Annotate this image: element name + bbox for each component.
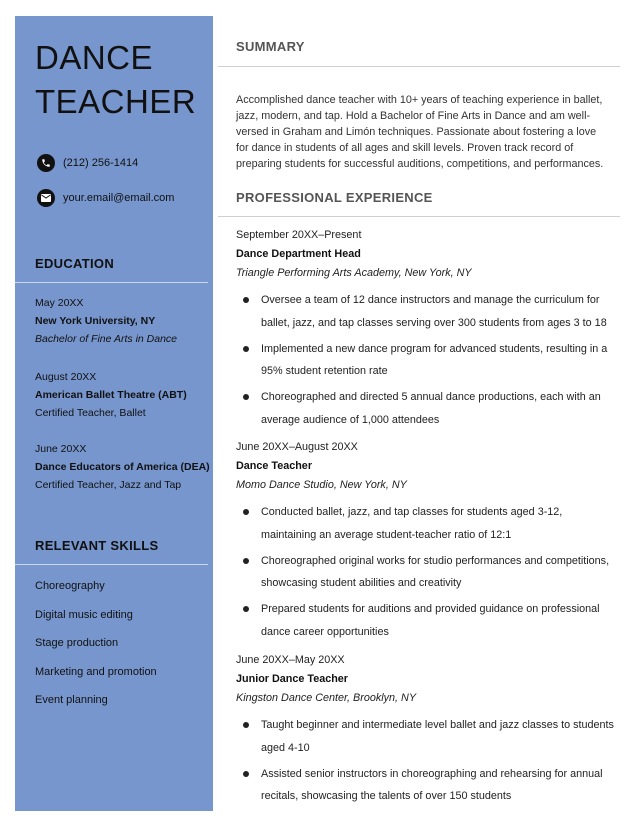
bullet-dot	[243, 297, 249, 303]
bullet-text: Conducted ballet, jazz, and tap classes for students aged 3-12, maintaining an average student-teacher ratio of 12:1	[261, 506, 563, 541]
education-detail: Certified Teacher, Jazz and Tap	[35, 479, 182, 491]
bullet-item	[236, 501, 616, 546]
education-detail: Bachelor of Fine Arts in Dance	[35, 333, 178, 345]
job-title: Dance Teacher	[236, 460, 313, 472]
education-entry	[35, 294, 210, 348]
education-entry	[35, 440, 210, 494]
skills-heading: RELEVANT SKILLS	[35, 538, 159, 553]
bullet-text: Choreographed and directed 5 annual dance productions, each with an average audience of 1,000 attendees	[261, 391, 601, 426]
job-company: Kingston Dance Center, Brooklyn, NY	[236, 692, 417, 704]
email-text: your.email@email.com	[63, 192, 175, 204]
job-company: Triangle Performing Arts Academy, New York, NY	[236, 267, 472, 279]
job-entry	[236, 651, 616, 811]
bullet-dot	[243, 509, 249, 515]
bullet-text: Choreographed original works for studio performances and competitions, showcasing student abilities and creativity	[261, 554, 610, 589]
skill-item: Stage production	[35, 637, 119, 649]
education-school: Dance Educators of America (DEA)	[35, 461, 210, 473]
job-dates: June 20XX–August 20XX	[236, 441, 358, 453]
job-entry	[236, 438, 616, 647]
bullet-text: Oversee a team of 12 dance instructors and manage the curriculum for ballet, jazz, and tap classes serving over 300 students from ages 3 to 18	[261, 294, 607, 329]
summary-text: Accomplished dance teacher with 10+ years of teaching experience in ballet, jazz, modern, and tap. Hold a Bachelor of Fine Arts in Dance and am well-versed in Graham and Limón techniques. Passionate about fostering a love for dance in students of all ages and skill levels. Proven track record of preparing students for successful auditions, competitions, and performances.	[236, 94, 604, 170]
education-detail: Certified Teacher, Ballet	[35, 407, 146, 419]
experience-divider	[218, 216, 620, 217]
bullet-text: Implemented a new dance program for advanced students, resulting in a 95% student retention rate	[261, 342, 608, 377]
bullet-text: Prepared students for auditions and provided guidance on professional dance career opportunities	[261, 603, 600, 638]
job-company: Momo Dance Studio, New York, NY	[236, 479, 407, 491]
bullet-item	[236, 550, 616, 595]
job-title: Junior Dance Teacher	[236, 673, 349, 685]
education-date: May 20XX	[35, 297, 84, 309]
phone-text: (212) 256-1414	[63, 157, 139, 169]
education-date: August 20XX	[35, 371, 97, 383]
job-dates: September 20XX–Present	[236, 229, 362, 241]
skill-item: Event planning	[35, 694, 108, 706]
skill-item: Choreography	[35, 580, 105, 592]
experience-heading: PROFESSIONAL EXPERIENCE	[236, 190, 433, 205]
skill-item: Digital music editing	[35, 609, 133, 621]
summary-divider	[218, 66, 620, 67]
bullet-dot	[243, 722, 249, 728]
skills-divider	[15, 564, 208, 565]
job-bullets	[236, 714, 616, 808]
bullet-item	[236, 763, 616, 808]
contact-email	[37, 189, 174, 207]
phone-icon	[37, 154, 55, 172]
bullet-item	[236, 289, 616, 334]
job-title: Dance Department Head	[236, 248, 361, 260]
education-entry	[35, 368, 210, 422]
bullet-dot	[243, 606, 249, 612]
name-line-1: DANCE	[35, 39, 154, 76]
bullet-dot	[243, 346, 249, 352]
job-bullets	[236, 289, 616, 431]
skill-item: Marketing and promotion	[35, 666, 157, 678]
education-divider	[15, 282, 208, 283]
bullet-dot	[243, 771, 249, 777]
education-date: June 20XX	[35, 443, 87, 455]
bullet-dot	[243, 394, 249, 400]
education-school: New York University, NY	[35, 315, 156, 327]
education-heading: EDUCATION	[35, 256, 115, 271]
contact-phone	[37, 154, 138, 172]
job-entry	[236, 226, 616, 435]
bullet-item	[236, 386, 616, 431]
summary-heading: SUMMARY	[236, 39, 305, 54]
sidebar	[15, 16, 213, 811]
resume-name	[35, 36, 196, 124]
mail-icon	[37, 189, 55, 207]
bullet-text: Taught beginner and intermediate level ballet and jazz classes to students aged 4-10	[261, 719, 614, 754]
education-school: American Ballet Theatre (ABT)	[35, 389, 187, 401]
bullet-text: Assisted senior instructors in choreographing and rehearsing for annual recitals, showcasing the talents of over 150 students	[261, 767, 603, 802]
job-bullets	[236, 501, 616, 643]
bullet-item	[236, 714, 616, 759]
name-line-2: TEACHER	[35, 83, 197, 120]
job-dates: June 20XX–May 20XX	[236, 654, 345, 666]
bullet-dot	[243, 558, 249, 564]
bullet-item	[236, 338, 616, 383]
bullet-item	[236, 598, 616, 643]
